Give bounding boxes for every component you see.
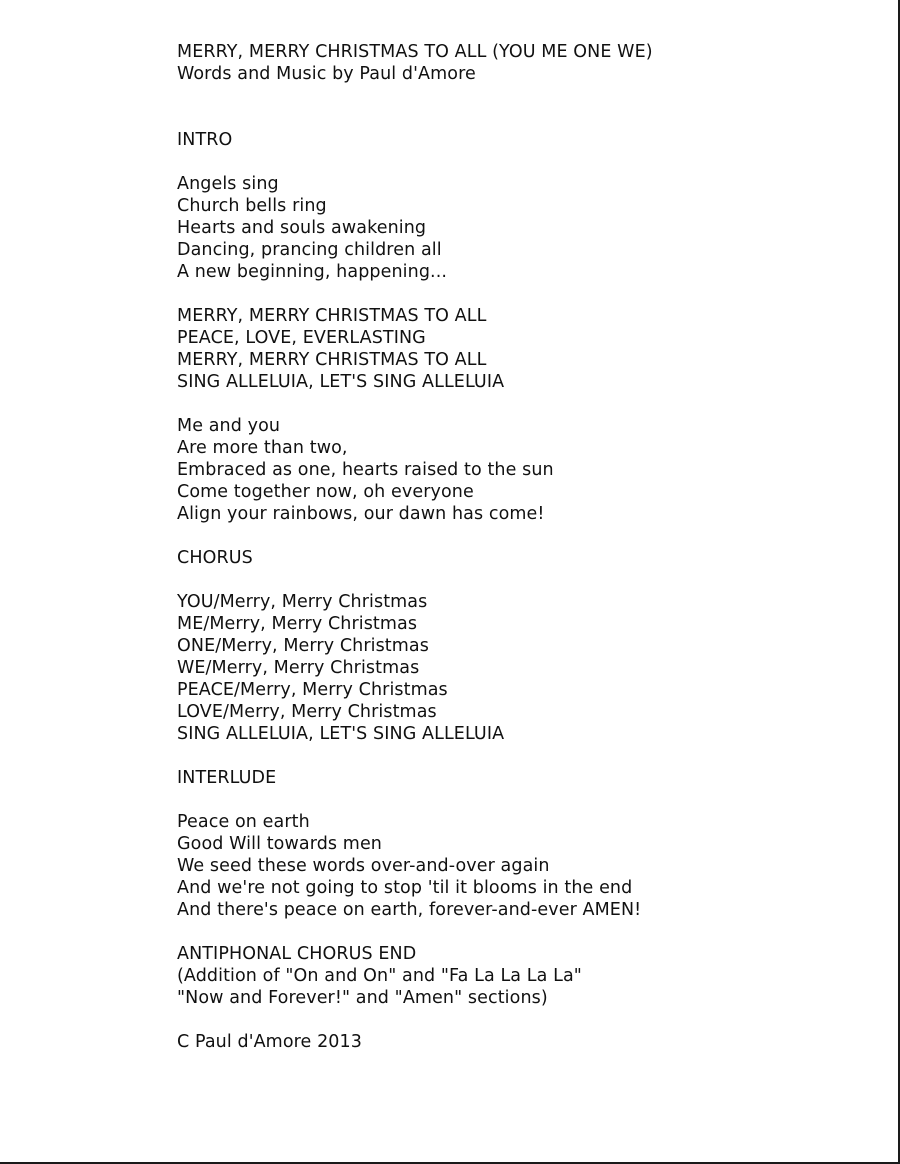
- lyric-line: Peace on earth: [177, 812, 310, 832]
- lyric-line: ONE/Merry, Merry Christmas: [177, 636, 429, 656]
- refrain-1: [177, 305, 867, 393]
- lyric-line: Dancing, prancing children all: [177, 240, 442, 260]
- lyric-line: Hearts and souls awakening: [177, 218, 427, 238]
- section-heading: CHORUS: [177, 548, 253, 568]
- interlude-heading: [177, 767, 867, 789]
- song-header: [177, 41, 867, 85]
- lyric-line: (Addition of "On and On" and "Fa La La La La": [177, 966, 582, 986]
- lyric-line: YOU/Merry, Merry Christmas: [177, 592, 428, 612]
- lyric-line: Come together now, oh everyone: [177, 482, 474, 502]
- lyric-line: Me and you: [177, 416, 281, 436]
- section-heading: INTRO: [177, 130, 233, 150]
- lyric-line: And there's peace on earth, forever-and-ever AMEN!: [177, 900, 642, 920]
- ending: [177, 943, 867, 1009]
- lyric-line: ME/Merry, Merry Christmas: [177, 614, 418, 634]
- lyrics-text: [177, 41, 867, 1053]
- lyric-line: We seed these words over-and-over again: [177, 856, 550, 876]
- lyric-line: SING ALLELUIA, LET'S SING ALLELUIA: [177, 372, 505, 392]
- lyric-line: Align your rainbows, our dawn has come!: [177, 504, 545, 524]
- lyric-line: "Now and Forever!" and "Amen" sections): [177, 988, 548, 1008]
- copyright: [177, 1031, 867, 1053]
- lyric-line: Are more than two,: [177, 438, 348, 458]
- lyric-line: MERRY, MERRY CHRISTMAS TO ALL: [177, 350, 487, 370]
- intro-heading: [177, 129, 867, 151]
- lyric-line: Good Will towards men: [177, 834, 382, 854]
- song-title: MERRY, MERRY CHRISTMAS TO ALL (YOU ME ONE WE): [177, 42, 653, 62]
- lyric-line: Embraced as one, hearts raised to the sun: [177, 460, 554, 480]
- lyric-line: SING ALLELUIA, LET'S SING ALLELUIA: [177, 724, 505, 744]
- section-heading: ANTIPHONAL CHORUS END: [177, 944, 417, 964]
- lyric-line: Church bells ring: [177, 196, 327, 216]
- lyric-line: Angels sing: [177, 174, 279, 194]
- chorus-heading: [177, 547, 867, 569]
- lyric-line: PEACE, LOVE, EVERLASTING: [177, 328, 426, 348]
- copyright-notice: C Paul d'Amore 2013: [177, 1032, 363, 1052]
- chorus: [177, 591, 867, 745]
- section-heading: INTERLUDE: [177, 768, 277, 788]
- lyric-line: PEACE/Merry, Merry Christmas: [177, 680, 448, 700]
- lyric-line: LOVE/Merry, Merry Christmas: [177, 702, 437, 722]
- interlude: [177, 811, 867, 921]
- verse-2: [177, 415, 867, 525]
- lyric-line: A new beginning, happening...: [177, 262, 448, 282]
- lyric-line: And we're not going to stop 'til it blooms in the end: [177, 878, 633, 898]
- lyric-line: WE/Merry, Merry Christmas: [177, 658, 420, 678]
- verse-1: [177, 173, 867, 283]
- song-credit: Words and Music by Paul d'Amore: [177, 64, 476, 84]
- lyric-line: MERRY, MERRY CHRISTMAS TO ALL: [177, 306, 487, 326]
